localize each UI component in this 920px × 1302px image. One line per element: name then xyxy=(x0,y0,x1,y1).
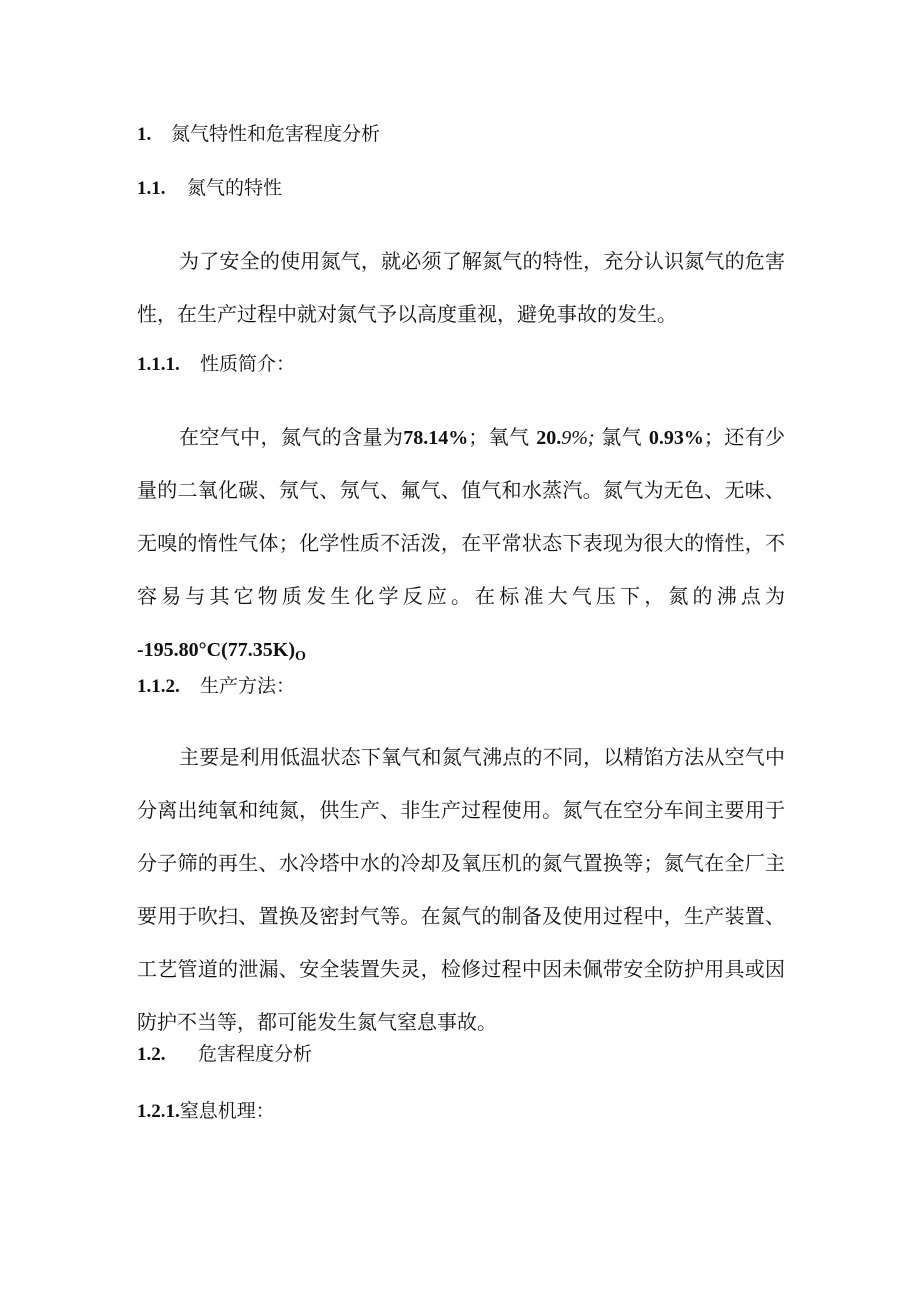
heading-section-1 xyxy=(137,122,380,147)
subscript-o: O xyxy=(294,649,306,664)
text-run: ；还有少 xyxy=(703,425,785,449)
paragraph-line: 为了安全的使用氮气，就必须了解氮气的特性，充分认识氮气的危害 xyxy=(179,249,785,273)
argon-percentage: 0.93% xyxy=(648,427,704,449)
paragraph-line: 分离出纯氧和纯氮，供生产、非生产过程使用。氮气在空分车间主要用于 xyxy=(137,798,785,822)
heading-title: 危害程度分析 xyxy=(198,1043,313,1065)
paragraph-line: 分子筛的再生、水冷塔中水的冷却及氧压机的氮气置换等；氮气在全厂主 xyxy=(137,851,785,875)
paragraph-line: 性，在生产过程中就对氮气予以高度重视，避免事故的发生。 xyxy=(137,302,677,326)
nitrogen-percentage: 78.14% xyxy=(403,427,469,449)
heading-section-1-1-2 xyxy=(137,674,295,699)
paragraph-line xyxy=(137,623,785,676)
heading-title: 生产方法： xyxy=(200,675,296,697)
heading-number: 1.1.2. xyxy=(137,676,180,697)
paragraph-line: 要用于吹扫、置换及密封气等。在氮气的制备及使用过程中，生产装置、 xyxy=(137,904,785,928)
heading-number: 1.2.1. xyxy=(137,1101,180,1122)
heading-number: 1.2. xyxy=(137,1044,166,1065)
heading-section-1-2 xyxy=(137,1042,312,1067)
text-run: 氯气 xyxy=(601,425,643,449)
paragraph-line: 量的二氧化碳、氖气、氖气、氟气、值气和水蒸汽。氮气为无色、无味、 xyxy=(137,478,785,502)
heading-section-1-2-1 xyxy=(137,1099,275,1124)
heading-number: 1. xyxy=(137,124,152,145)
heading-title: 氮气特性和危害程度分析 xyxy=(171,123,381,145)
paragraph-properties xyxy=(137,411,785,676)
heading-section-1-1-1 xyxy=(137,352,295,377)
boiling-point-value: -195.80°C(77.35K) xyxy=(137,639,295,661)
paragraph-line: 无嗅的惰性气体；化学性质不活泼，在平常状态下表现为很大的惰性，不 xyxy=(137,531,785,555)
paragraph-line: 工艺管道的泄漏、安全装置失灵，检修过程中因未佩带安全防护用具或因 xyxy=(137,957,785,981)
oxygen-percentage-decimal: 9%; xyxy=(561,427,595,449)
heading-section-1-1 xyxy=(137,176,282,201)
heading-title: 窒息机理： xyxy=(179,1100,275,1122)
oxygen-percentage-integer: 20. xyxy=(536,427,562,449)
heading-title: 性质简介： xyxy=(200,353,296,375)
paragraph-line: 容易与其它物质发生化学反应。在标准大气压下，氮的沸点为 xyxy=(137,584,785,608)
text-run: 在空气中，氮气的含量为 xyxy=(179,425,404,449)
heading-number: 1.1. xyxy=(137,178,166,199)
paragraph-intro xyxy=(137,235,785,341)
paragraph-production xyxy=(137,731,785,1049)
paragraph-line: 防护不当等，都可能发生氮气窒息事故。 xyxy=(137,1010,497,1034)
heading-number: 1.1.1. xyxy=(137,354,180,375)
paragraph-line: 主要是利用低温状态下氧气和氮气沸点的不同，以精馅方法从空气中 xyxy=(179,745,785,769)
paragraph-line xyxy=(137,411,785,464)
text-run: ；氧气 xyxy=(468,425,530,449)
heading-title: 氮气的特性 xyxy=(187,177,283,199)
